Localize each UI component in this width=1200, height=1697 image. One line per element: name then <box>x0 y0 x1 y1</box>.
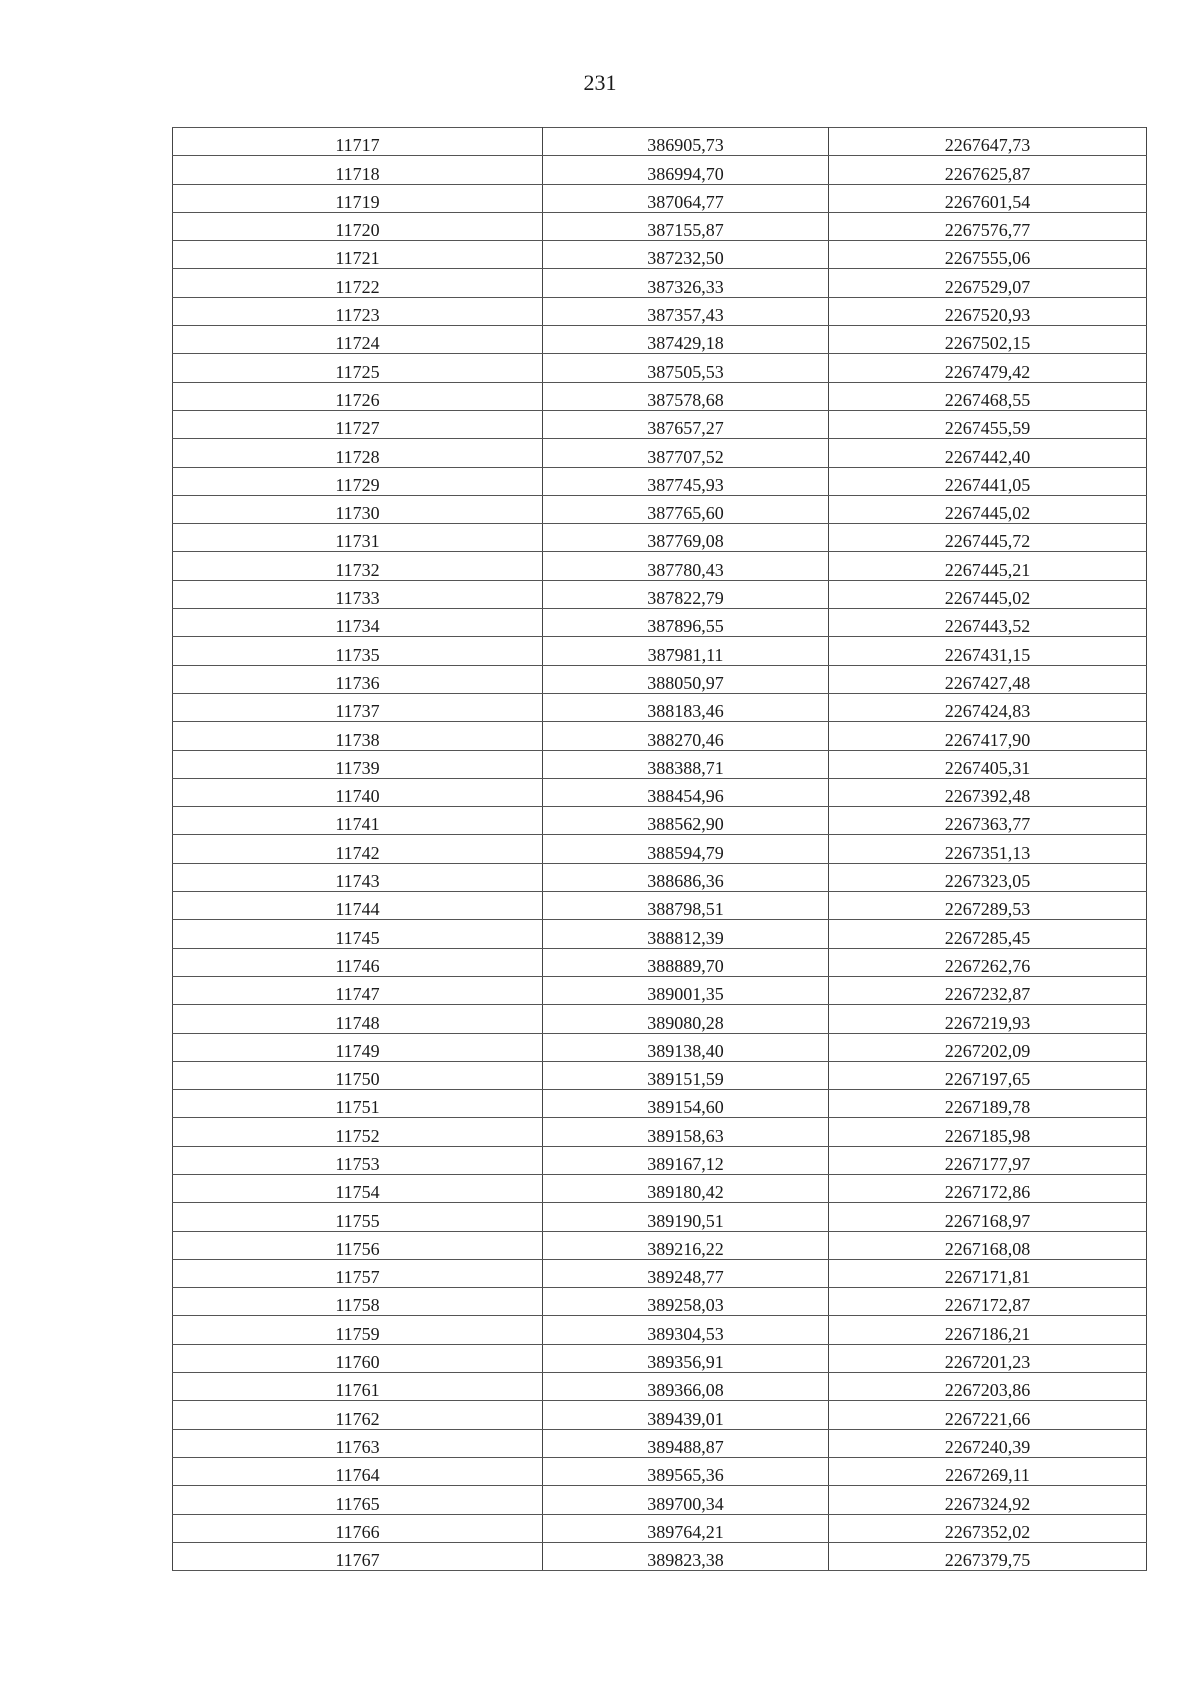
x-coordinate-cell: 389700,34 <box>543 1486 829 1514</box>
x-coordinate-cell: 389366,08 <box>543 1373 829 1401</box>
x-coordinate-cell: 388050,97 <box>543 665 829 693</box>
point-number-cell: 11734 <box>173 609 543 637</box>
table-row <box>173 354 1147 382</box>
table-row <box>173 637 1147 665</box>
x-coordinate-cell: 386994,70 <box>543 156 829 184</box>
table-row <box>173 1457 1147 1485</box>
point-number-cell: 11737 <box>173 693 543 721</box>
y-coordinate-cell: 2267324,92 <box>829 1486 1147 1514</box>
page-number: 231 <box>583 70 617 95</box>
table-row <box>173 1514 1147 1542</box>
table-row <box>173 1373 1147 1401</box>
point-number-cell: 11761 <box>173 1373 543 1401</box>
y-coordinate-cell: 2267203,86 <box>829 1373 1147 1401</box>
table-row <box>173 1542 1147 1570</box>
x-coordinate-cell: 387326,33 <box>543 269 829 297</box>
table-row <box>173 128 1147 156</box>
table-row <box>173 156 1147 184</box>
y-coordinate-cell: 2267392,48 <box>829 778 1147 806</box>
x-coordinate-cell: 389304,53 <box>543 1316 829 1344</box>
x-coordinate-cell: 389080,28 <box>543 1005 829 1033</box>
x-coordinate-cell: 389356,91 <box>543 1344 829 1372</box>
point-number-cell: 11763 <box>173 1429 543 1457</box>
y-coordinate-cell: 2267177,97 <box>829 1146 1147 1174</box>
table-row <box>173 1090 1147 1118</box>
table-row <box>173 241 1147 269</box>
table-row <box>173 269 1147 297</box>
x-coordinate-cell: 389151,59 <box>543 1061 829 1089</box>
y-coordinate-cell: 2267427,48 <box>829 665 1147 693</box>
x-coordinate-cell: 389823,38 <box>543 1542 829 1570</box>
table-row <box>173 920 1147 948</box>
x-coordinate-cell: 389216,22 <box>543 1231 829 1259</box>
point-number-cell: 11765 <box>173 1486 543 1514</box>
table-row <box>173 1061 1147 1089</box>
table-row <box>173 326 1147 354</box>
y-coordinate-cell: 2267363,77 <box>829 807 1147 835</box>
x-coordinate-cell: 389439,01 <box>543 1401 829 1429</box>
point-number-cell: 11728 <box>173 439 543 467</box>
x-coordinate-cell: 387357,43 <box>543 297 829 325</box>
table-row <box>173 1118 1147 1146</box>
table-row <box>173 750 1147 778</box>
y-coordinate-cell: 2267379,75 <box>829 1542 1147 1570</box>
table-row <box>173 1316 1147 1344</box>
point-number-cell: 11738 <box>173 722 543 750</box>
x-coordinate-cell: 389001,35 <box>543 976 829 1004</box>
coordinates-table-body <box>173 128 1147 1571</box>
table-row <box>173 1259 1147 1287</box>
y-coordinate-cell: 2267219,93 <box>829 1005 1147 1033</box>
table-row <box>173 524 1147 552</box>
x-coordinate-cell: 387769,08 <box>543 524 829 552</box>
table-row <box>173 1429 1147 1457</box>
table-row <box>173 1033 1147 1061</box>
point-number-cell: 11754 <box>173 1174 543 1202</box>
point-number-cell: 11717 <box>173 128 543 156</box>
point-number-cell: 11730 <box>173 495 543 523</box>
point-number-cell: 11766 <box>173 1514 543 1542</box>
y-coordinate-cell: 2267601,54 <box>829 184 1147 212</box>
point-number-cell: 11723 <box>173 297 543 325</box>
point-number-cell: 11749 <box>173 1033 543 1061</box>
x-coordinate-cell: 388183,46 <box>543 693 829 721</box>
point-number-cell: 11724 <box>173 326 543 354</box>
y-coordinate-cell: 2267405,31 <box>829 750 1147 778</box>
table-row <box>173 439 1147 467</box>
point-number-cell: 11760 <box>173 1344 543 1372</box>
point-number-cell: 11740 <box>173 778 543 806</box>
table-row <box>173 609 1147 637</box>
table-row <box>173 1174 1147 1202</box>
y-coordinate-cell: 2267168,97 <box>829 1203 1147 1231</box>
table-row <box>173 1231 1147 1259</box>
point-number-cell: 11758 <box>173 1288 543 1316</box>
y-coordinate-cell: 2267240,39 <box>829 1429 1147 1457</box>
table-row <box>173 665 1147 693</box>
table-row <box>173 467 1147 495</box>
table-row <box>173 410 1147 438</box>
point-number-cell: 11748 <box>173 1005 543 1033</box>
point-number-cell: 11720 <box>173 212 543 240</box>
x-coordinate-cell: 388594,79 <box>543 835 829 863</box>
point-number-cell: 11751 <box>173 1090 543 1118</box>
point-number-cell: 11739 <box>173 750 543 778</box>
x-coordinate-cell: 387155,87 <box>543 212 829 240</box>
y-coordinate-cell: 2267445,72 <box>829 524 1147 552</box>
table-row <box>173 835 1147 863</box>
y-coordinate-cell: 2267189,78 <box>829 1090 1147 1118</box>
coordinates-table <box>172 127 1147 1571</box>
x-coordinate-cell: 388889,70 <box>543 948 829 976</box>
y-coordinate-cell: 2267529,07 <box>829 269 1147 297</box>
table-row <box>173 1401 1147 1429</box>
x-coordinate-cell: 389154,60 <box>543 1090 829 1118</box>
point-number-cell: 11741 <box>173 807 543 835</box>
point-number-cell: 11747 <box>173 976 543 1004</box>
y-coordinate-cell: 2267576,77 <box>829 212 1147 240</box>
y-coordinate-cell: 2267555,06 <box>829 241 1147 269</box>
point-number-cell: 11759 <box>173 1316 543 1344</box>
y-coordinate-cell: 2267202,09 <box>829 1033 1147 1061</box>
x-coordinate-cell: 387232,50 <box>543 241 829 269</box>
y-coordinate-cell: 2267424,83 <box>829 693 1147 721</box>
point-number-cell: 11743 <box>173 863 543 891</box>
y-coordinate-cell: 2267323,05 <box>829 863 1147 891</box>
x-coordinate-cell: 389167,12 <box>543 1146 829 1174</box>
x-coordinate-cell: 387745,93 <box>543 467 829 495</box>
x-coordinate-cell: 387822,79 <box>543 580 829 608</box>
table-row <box>173 1005 1147 1033</box>
x-coordinate-cell: 389565,36 <box>543 1457 829 1485</box>
x-coordinate-cell: 389190,51 <box>543 1203 829 1231</box>
y-coordinate-cell: 2267445,21 <box>829 552 1147 580</box>
table-row <box>173 382 1147 410</box>
table-row <box>173 580 1147 608</box>
y-coordinate-cell: 2267351,13 <box>829 835 1147 863</box>
x-coordinate-cell: 387780,43 <box>543 552 829 580</box>
y-coordinate-cell: 2267479,42 <box>829 354 1147 382</box>
y-coordinate-cell: 2267168,08 <box>829 1231 1147 1259</box>
point-number-cell: 11719 <box>173 184 543 212</box>
table-row <box>173 1344 1147 1372</box>
y-coordinate-cell: 2267172,87 <box>829 1288 1147 1316</box>
table-row <box>173 693 1147 721</box>
x-coordinate-cell: 387505,53 <box>543 354 829 382</box>
x-coordinate-cell: 388812,39 <box>543 920 829 948</box>
table-row <box>173 297 1147 325</box>
point-number-cell: 11736 <box>173 665 543 693</box>
y-coordinate-cell: 2267441,05 <box>829 467 1147 495</box>
point-number-cell: 11755 <box>173 1203 543 1231</box>
table-row <box>173 976 1147 1004</box>
point-number-cell: 11718 <box>173 156 543 184</box>
x-coordinate-cell: 387981,11 <box>543 637 829 665</box>
x-coordinate-cell: 389158,63 <box>543 1118 829 1146</box>
x-coordinate-cell: 388798,51 <box>543 892 829 920</box>
point-number-cell: 11756 <box>173 1231 543 1259</box>
y-coordinate-cell: 2267417,90 <box>829 722 1147 750</box>
x-coordinate-cell: 389488,87 <box>543 1429 829 1457</box>
table-row <box>173 722 1147 750</box>
y-coordinate-cell: 2267201,23 <box>829 1344 1147 1372</box>
table-row <box>173 863 1147 891</box>
x-coordinate-cell: 388270,46 <box>543 722 829 750</box>
y-coordinate-cell: 2267172,86 <box>829 1174 1147 1202</box>
y-coordinate-cell: 2267269,11 <box>829 1457 1147 1485</box>
y-coordinate-cell: 2267221,66 <box>829 1401 1147 1429</box>
y-coordinate-cell: 2267197,65 <box>829 1061 1147 1089</box>
y-coordinate-cell: 2267445,02 <box>829 580 1147 608</box>
point-number-cell: 11745 <box>173 920 543 948</box>
point-number-cell: 11735 <box>173 637 543 665</box>
point-number-cell: 11733 <box>173 580 543 608</box>
x-coordinate-cell: 388562,90 <box>543 807 829 835</box>
y-coordinate-cell: 2267647,73 <box>829 128 1147 156</box>
point-number-cell: 11762 <box>173 1401 543 1429</box>
point-number-cell: 11731 <box>173 524 543 552</box>
x-coordinate-cell: 387429,18 <box>543 326 829 354</box>
y-coordinate-cell: 2267262,76 <box>829 948 1147 976</box>
point-number-cell: 11753 <box>173 1146 543 1174</box>
table-row <box>173 1146 1147 1174</box>
table-row <box>173 495 1147 523</box>
x-coordinate-cell: 389248,77 <box>543 1259 829 1287</box>
point-number-cell: 11752 <box>173 1118 543 1146</box>
y-coordinate-cell: 2267289,53 <box>829 892 1147 920</box>
table-row <box>173 1203 1147 1231</box>
x-coordinate-cell: 388686,36 <box>543 863 829 891</box>
x-coordinate-cell: 387765,60 <box>543 495 829 523</box>
y-coordinate-cell: 2267520,93 <box>829 297 1147 325</box>
point-number-cell: 11732 <box>173 552 543 580</box>
y-coordinate-cell: 2267442,40 <box>829 439 1147 467</box>
point-number-cell: 11746 <box>173 948 543 976</box>
y-coordinate-cell: 2267186,21 <box>829 1316 1147 1344</box>
point-number-cell: 11722 <box>173 269 543 297</box>
x-coordinate-cell: 388454,96 <box>543 778 829 806</box>
table-row <box>173 1288 1147 1316</box>
point-number-cell: 11729 <box>173 467 543 495</box>
table-row <box>173 807 1147 835</box>
y-coordinate-cell: 2267468,55 <box>829 382 1147 410</box>
table-row <box>173 184 1147 212</box>
table-row <box>173 778 1147 806</box>
y-coordinate-cell: 2267455,59 <box>829 410 1147 438</box>
x-coordinate-cell: 389764,21 <box>543 1514 829 1542</box>
y-coordinate-cell: 2267185,98 <box>829 1118 1147 1146</box>
table-row <box>173 212 1147 240</box>
point-number-cell: 11764 <box>173 1457 543 1485</box>
table-row <box>173 948 1147 976</box>
table-row <box>173 552 1147 580</box>
point-number-cell: 11767 <box>173 1542 543 1570</box>
point-number-cell: 11726 <box>173 382 543 410</box>
point-number-cell: 11750 <box>173 1061 543 1089</box>
x-coordinate-cell: 386905,73 <box>543 128 829 156</box>
point-number-cell: 11742 <box>173 835 543 863</box>
x-coordinate-cell: 387064,77 <box>543 184 829 212</box>
table-row <box>173 1486 1147 1514</box>
y-coordinate-cell: 2267232,87 <box>829 976 1147 1004</box>
y-coordinate-cell: 2267443,52 <box>829 609 1147 637</box>
y-coordinate-cell: 2267502,15 <box>829 326 1147 354</box>
point-number-cell: 11721 <box>173 241 543 269</box>
point-number-cell: 11725 <box>173 354 543 382</box>
x-coordinate-cell: 387578,68 <box>543 382 829 410</box>
x-coordinate-cell: 387657,27 <box>543 410 829 438</box>
point-number-cell: 11727 <box>173 410 543 438</box>
point-number-cell: 11757 <box>173 1259 543 1287</box>
x-coordinate-cell: 387707,52 <box>543 439 829 467</box>
x-coordinate-cell: 389180,42 <box>543 1174 829 1202</box>
x-coordinate-cell: 389258,03 <box>543 1288 829 1316</box>
y-coordinate-cell: 2267171,81 <box>829 1259 1147 1287</box>
y-coordinate-cell: 2267445,02 <box>829 495 1147 523</box>
point-number-cell: 11744 <box>173 892 543 920</box>
y-coordinate-cell: 2267285,45 <box>829 920 1147 948</box>
y-coordinate-cell: 2267625,87 <box>829 156 1147 184</box>
y-coordinate-cell: 2267352,02 <box>829 1514 1147 1542</box>
x-coordinate-cell: 387896,55 <box>543 609 829 637</box>
y-coordinate-cell: 2267431,15 <box>829 637 1147 665</box>
x-coordinate-cell: 388388,71 <box>543 750 829 778</box>
table-row <box>173 892 1147 920</box>
x-coordinate-cell: 389138,40 <box>543 1033 829 1061</box>
